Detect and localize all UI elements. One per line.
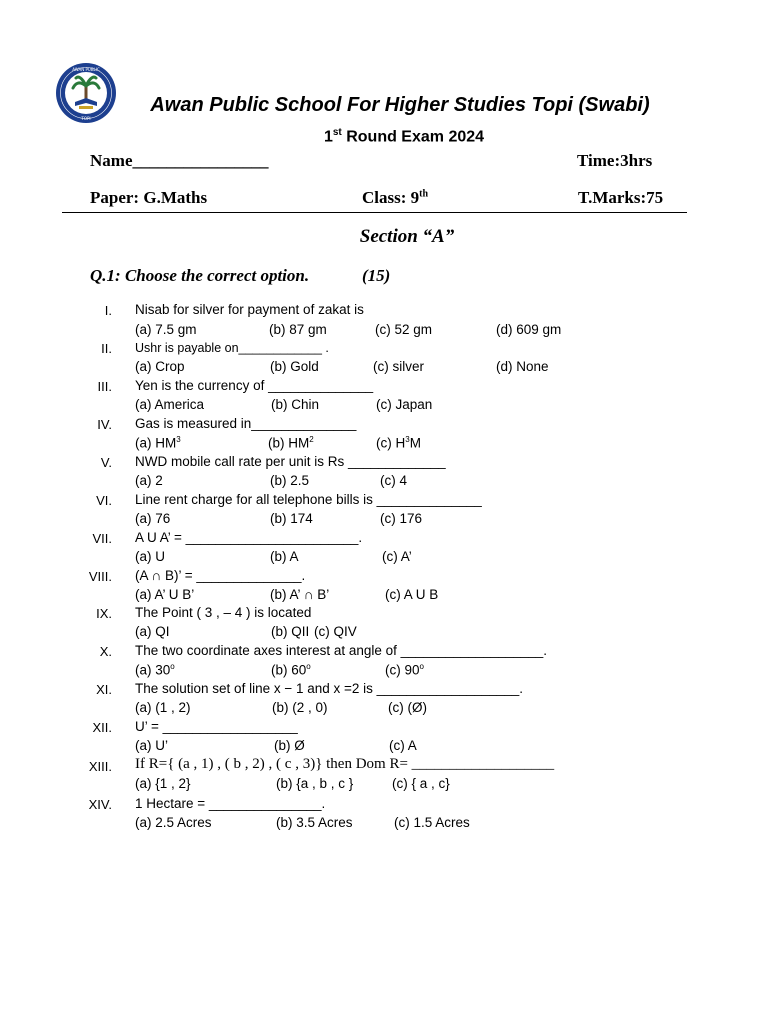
question-number: XII.: [92, 720, 112, 735]
option: (c) 4: [380, 473, 407, 488]
question-text: Line rent charge for all telephone bills is ______________: [135, 492, 482, 507]
option: (b) {a , b , c }: [276, 776, 354, 791]
option: (c) (Ø): [388, 700, 427, 715]
option: (c) A: [389, 738, 417, 753]
option: (b) 60$^o$: [271, 662, 311, 678]
question-number: IX.: [96, 606, 112, 621]
question-marks: (15): [362, 266, 391, 285]
question-heading: Q.1: Choose the correct option.: [90, 266, 310, 285]
option: (b) QII: [271, 624, 310, 639]
school-name: Awan Public School For Higher Studies Topi (Swabi): [150, 94, 650, 116]
option: (c) { a , c}: [392, 776, 450, 791]
option: (a) 30$^o$: [135, 662, 175, 678]
option: (b) Ø: [274, 738, 305, 753]
option: (c) A’: [382, 549, 412, 564]
option: (c) 1.5 Acres: [394, 815, 470, 830]
option: (a) A’ U B’: [135, 587, 195, 602]
question-number: IV.: [97, 417, 112, 432]
option: (a) $HM^3$: [135, 435, 181, 451]
exam-title: 1st Round Exam 2024: [323, 127, 485, 146]
time-label: Time:3hrs: [577, 151, 653, 170]
question-number: III.: [97, 379, 112, 394]
question-number: XIV.: [88, 797, 112, 812]
option: (c) $H^3M$: [376, 435, 421, 451]
option: (b) Chin: [271, 397, 320, 412]
option: (a) {1 , 2}: [135, 776, 191, 791]
option: (b) $HM^2$: [268, 435, 314, 451]
question-number: II.: [101, 341, 112, 356]
question-text: Ushr is payable on____________ .: [135, 341, 329, 355]
svg-text:AWAN PUBLIC: AWAN PUBLIC: [72, 67, 100, 72]
section-title: Section “A”: [359, 226, 455, 247]
option: (d) 609 gm: [496, 322, 562, 337]
option: (c) Japan: [376, 397, 433, 412]
question-text: 1 Hectare = _______________.: [135, 796, 326, 811]
paper-label: Paper: G.Maths: [90, 188, 208, 207]
option: (c) 176: [380, 511, 423, 526]
question-number: I.: [104, 303, 112, 318]
question-number: X.: [99, 644, 112, 659]
question-text: Yen is the currency of ______________: [135, 378, 374, 393]
option: (a) (1 , 2): [135, 700, 191, 715]
question-number: VII.: [92, 531, 112, 546]
question-number: VIII.: [88, 569, 112, 584]
option: (a) Crop: [135, 359, 185, 374]
option: (b) 174: [270, 511, 313, 526]
question-text: Nisab for silver for payment of zakat is: [135, 302, 364, 317]
question-text: The Point ( 3 , – 4 ) is located: [135, 605, 312, 620]
option: (c) 90$^o$: [385, 662, 424, 678]
option: (c) silver: [373, 359, 424, 374]
option: (d) None: [496, 359, 549, 374]
question-text: (A ∩ B)’ = ______________.: [135, 568, 306, 583]
question-text: The two coordinate axes interest at angle of ___________________.: [135, 643, 548, 658]
question-number: V.: [100, 455, 112, 470]
question-number: VI.: [96, 493, 112, 508]
option: (b) 2.5: [270, 473, 310, 488]
option: (b) A: [270, 549, 299, 564]
header-divider: [62, 212, 687, 213]
question-number: XI.: [96, 682, 112, 697]
option: (a) 2: [135, 473, 163, 488]
question-text: U’ = __________________: [135, 719, 298, 734]
question-text: Gas is measured in______________: [135, 416, 357, 431]
option: (b) 87 gm: [269, 322, 327, 337]
class-label: Class: 9th: [362, 188, 429, 207]
option: (b) A’ ∩ B’: [270, 587, 330, 602]
name-field-label: Name________________: [90, 151, 269, 170]
option: (b) (2 , 0): [272, 700, 328, 715]
question-text: A U A’ = _______________________.: [135, 530, 363, 545]
option: (c) 52 gm: [375, 322, 433, 337]
option: (a) 76: [135, 511, 171, 526]
option: (a) U: [135, 549, 165, 564]
option: (a) QI: [135, 624, 170, 639]
question-text: The solution set of line x − 1 and x =2 is ___________________.: [135, 681, 524, 696]
question-number: XIII.: [88, 759, 112, 774]
question-text: If R={ (a , 1) , ( b , 2) , ( c , 3)} then Dom R= ___________________: [135, 756, 555, 772]
option: (a) 2.5 Acres: [135, 815, 212, 830]
question-text: NWD mobile call rate per unit is Rs _____________: [135, 454, 446, 469]
total-marks-label: T.Marks:75: [578, 188, 664, 207]
option: (c) A U B: [385, 587, 439, 602]
svg-text:TOPI: TOPI: [81, 116, 91, 121]
option: (a) America: [135, 397, 205, 412]
option: (b) Gold: [270, 359, 319, 374]
option: (b) 3.5 Acres: [276, 815, 353, 830]
option: (c) QIV: [314, 624, 357, 639]
option: (a) U’: [135, 738, 168, 753]
option: (a) 7.5 gm: [135, 322, 197, 337]
